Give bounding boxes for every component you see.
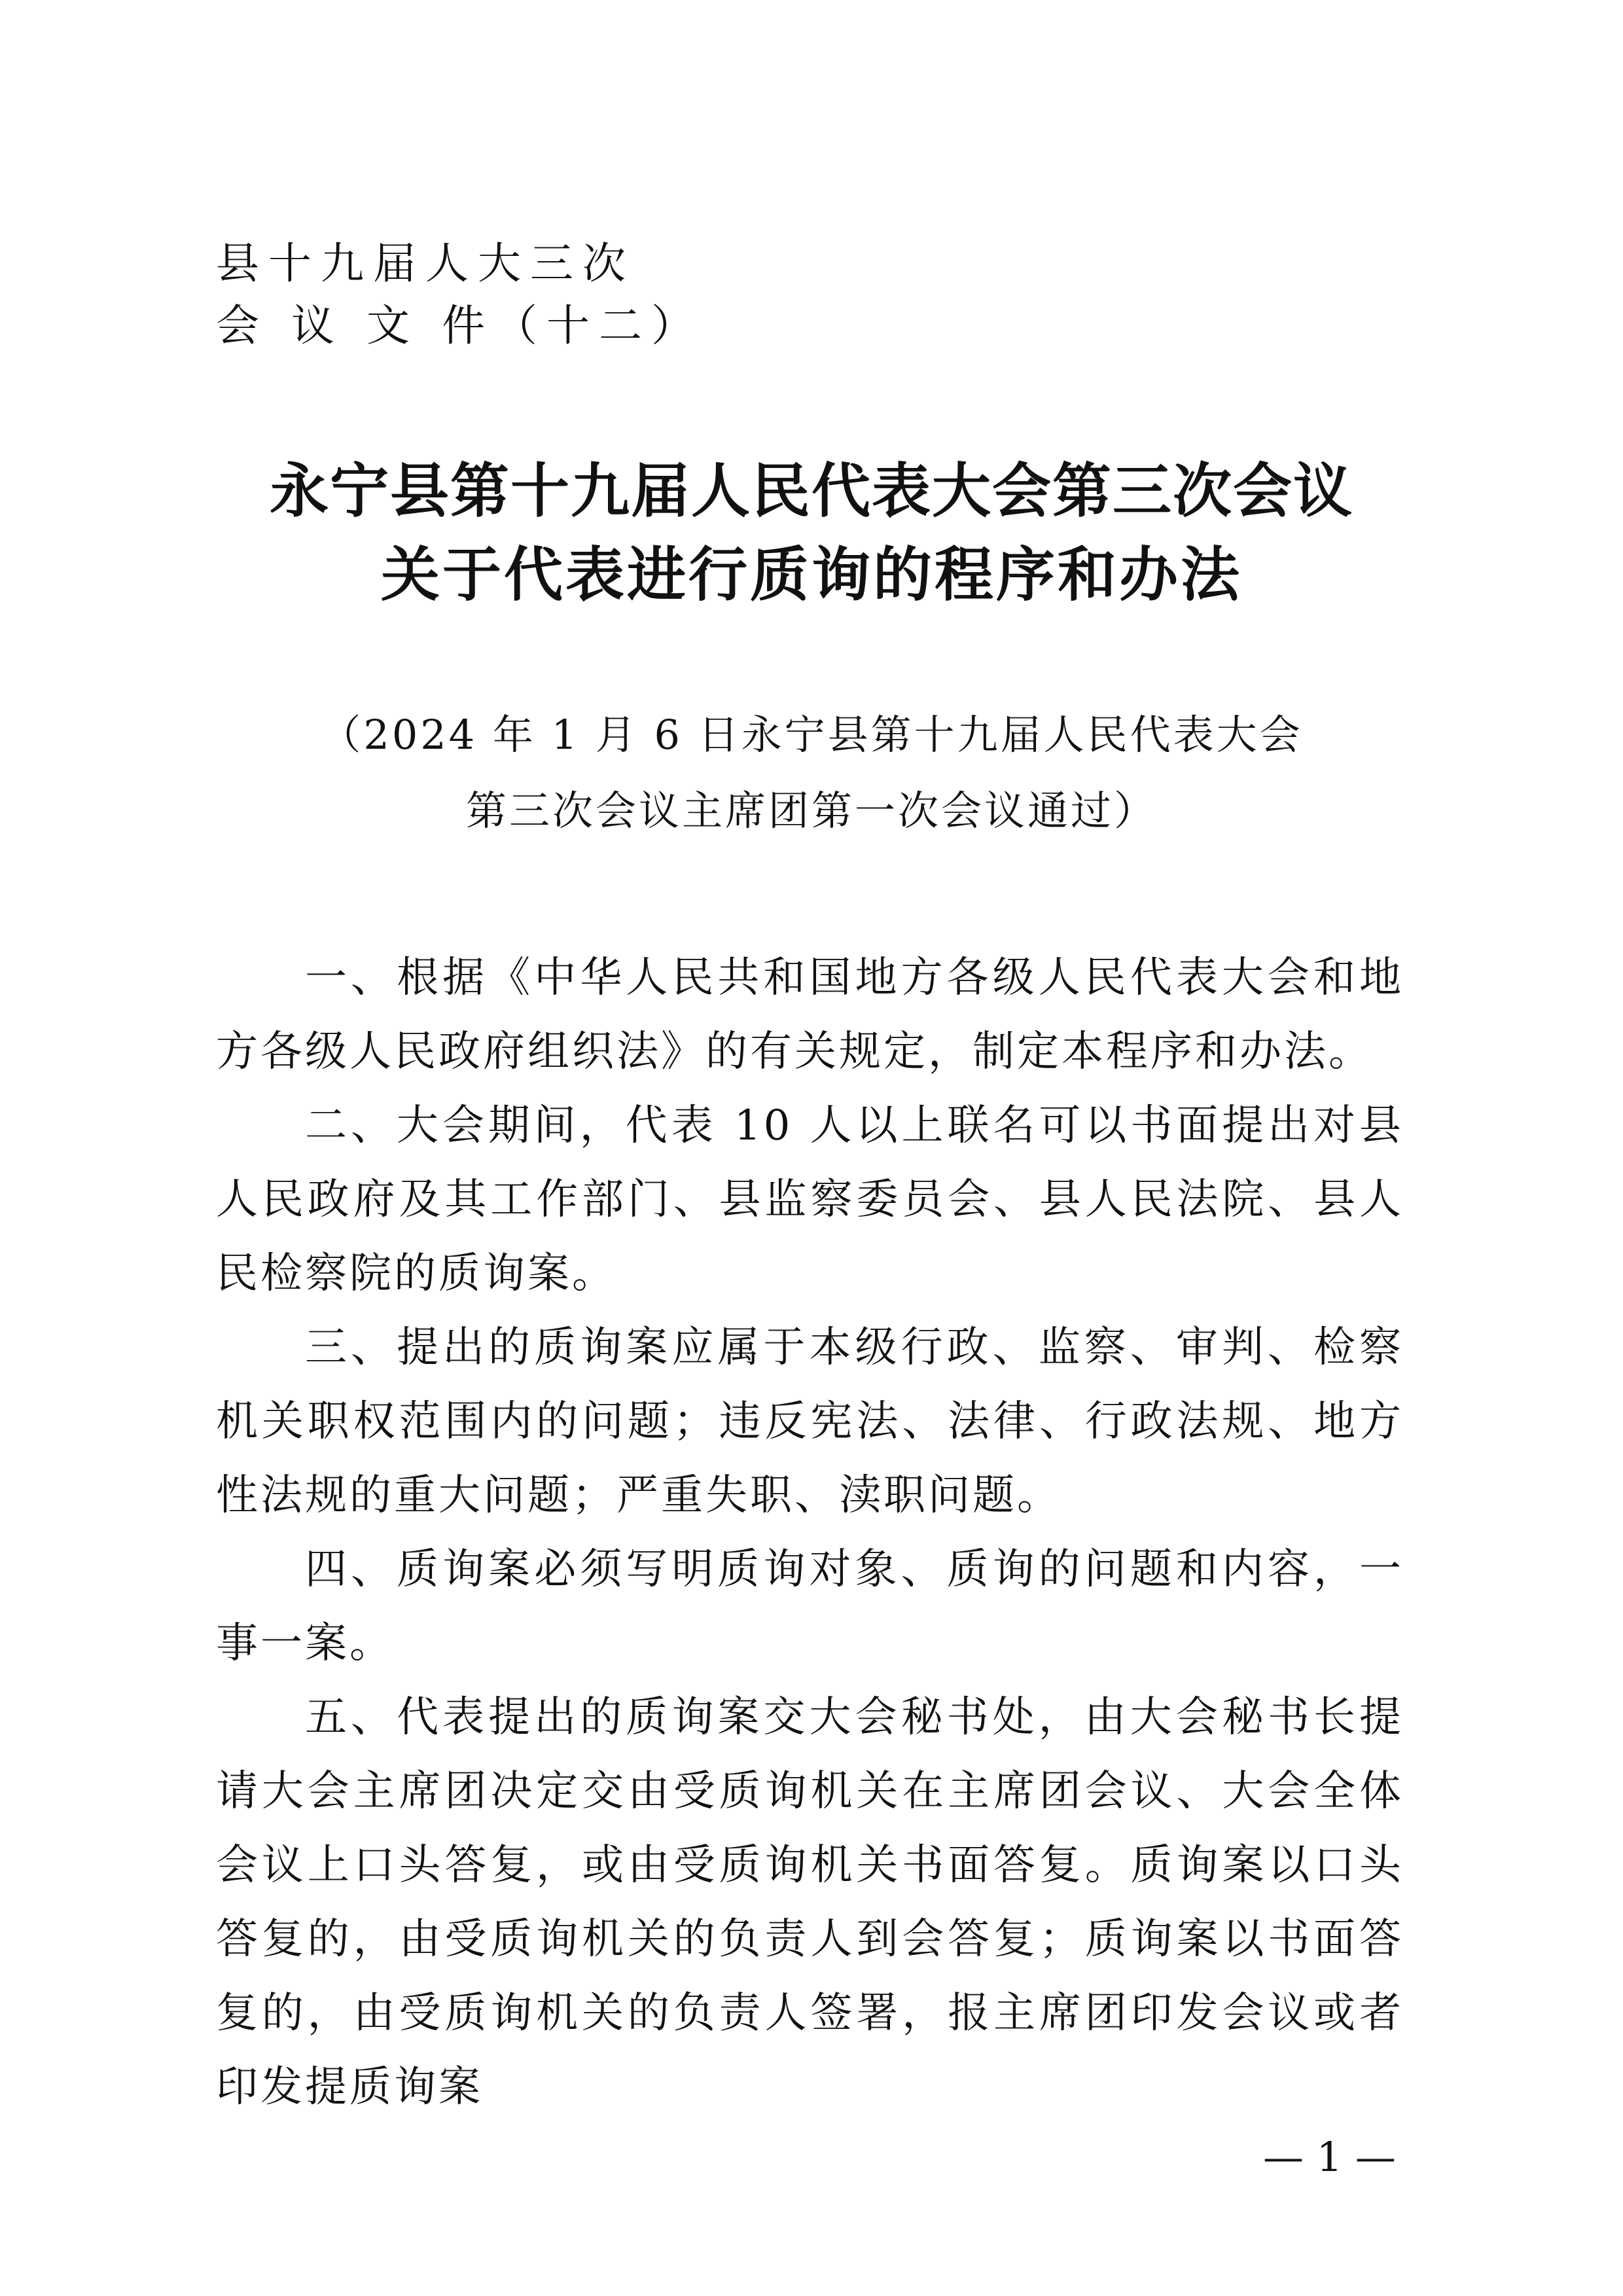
document-body [216,941,1404,2125]
document-title-line2: 关于代表进行质询的程序和办法 [381,540,1242,609]
document-label-line2: 会 议 文 件（十二） [216,300,704,351]
adoption-note-line1: （2024 年 1 月 6 日永宁县第十九届人民代表大会 [320,711,1303,759]
adoption-note-line2: 第三次会议主席团第一次会议通过） [465,787,1157,834]
document-title-line1: 永宁县第十九届人民代表大会第三次会议 [270,456,1353,526]
article-paragraph-1: 一、根据《中华人民共和国地方各级人民代表大会和地方各级人民政府组织法》的有关规定，制定本程序和办法。 [216,954,1404,1076]
article-paragraph-2: 二、大会期间，代表 10 人以上联名可以书面提出对县人民政府及其工作部门、县监察委员会、县人民法院、县人民检察院的质询案。 [216,1102,1404,1298]
article-paragraph-5: 五、代表提出的质询案交大会秘书处，由大会秘书长提请大会主席团决定交由受质询机关在主席团会议、大会全体会议上口头答复，或由受质询机关书面答复。质询案以口头答复的，由受质询机关的负责人到会答复；质询案以书面答复的，由受质询机关的负责人签署，报主席团印发会议或者印发提质询案 [216,1693,1404,2111]
document-label-line1: 县十九届人大三次 [216,238,635,289]
article-paragraph-3: 三、提出的质询案应属于本级行政、监察、审判、检察机关职权范围内的问题；违反宪法、法律、行政法规、地方性法规的重大问题；严重失职、渎职问题。 [216,1323,1404,1520]
page-number: — 1 — [1263,2133,1396,2181]
article-paragraph-4: 四、质询案必须写明质询对象、质询的问题和内容，一事一案。 [216,1545,1404,1668]
